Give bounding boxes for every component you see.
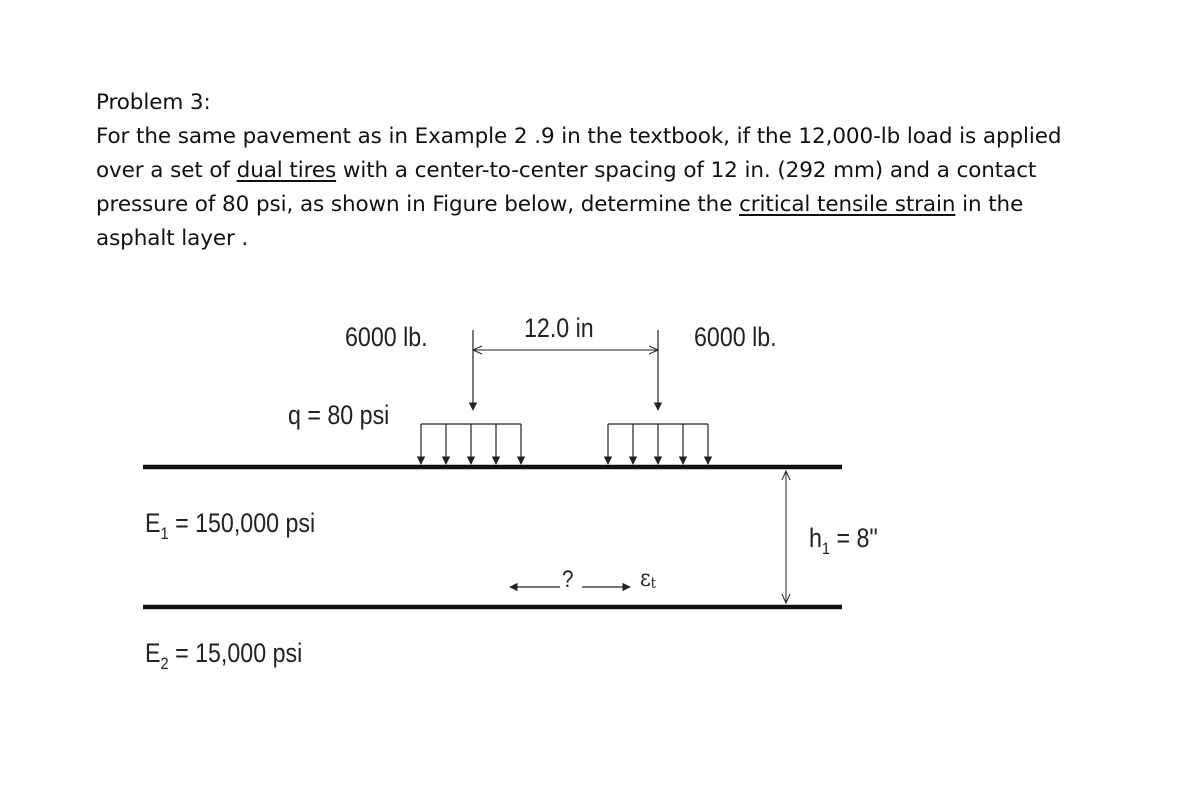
epsilon-subscript: t [650, 574, 656, 592]
left-pressure-arrows [421, 424, 521, 464]
h1-symbol: h [809, 523, 822, 553]
e1-value: = 150,000 psi [168, 508, 316, 538]
e1-label [145, 508, 316, 543]
problem-line-3-start: pressure of 80 psi, as shown in Figure below, determine the [96, 192, 740, 217]
h1-value: = 8" [830, 523, 878, 553]
dual-tires-underline: dual tires [236, 158, 337, 183]
h1-subscript: 1 [821, 539, 831, 558]
thickness-label [809, 523, 878, 558]
e1-symbol: E [145, 508, 161, 538]
epsilon-symbol: ε [640, 564, 651, 592]
e2-symbol: E [145, 638, 161, 668]
right-load-label: 6000 lb. [694, 322, 777, 352]
spacing-label: 12.0 in [524, 313, 594, 343]
critical-tensile-strain-underline: critical tensile strain [739, 192, 956, 217]
e2-value: = 15,000 psi [168, 638, 303, 668]
e1-subscript: 1 [160, 524, 169, 543]
right-pressure-arrows [608, 424, 708, 464]
problem-line-2-start: over a set of [96, 158, 237, 183]
problem-title: Problem 3: [96, 90, 211, 115]
problem-line-4: asphalt layer . [96, 226, 249, 251]
pressure-label: q = 80 psi [288, 400, 390, 430]
tensile-strain-symbol [640, 564, 656, 592]
e2-label [145, 638, 303, 673]
problem-line-1: For the same pavement as in Example 2 .9 in the textbook, if the 12,000-lb load is applied [96, 124, 1062, 149]
problem-line-3-end: in the [955, 192, 1024, 217]
unknown-distance-label: ? [562, 566, 574, 593]
problem-line-2-end: with a center-to-center spacing of 12 in. (292 mm) and a contact [336, 158, 1037, 183]
e2-subscript: 2 [160, 654, 169, 673]
left-load-label: 6000 lb. [345, 322, 428, 352]
